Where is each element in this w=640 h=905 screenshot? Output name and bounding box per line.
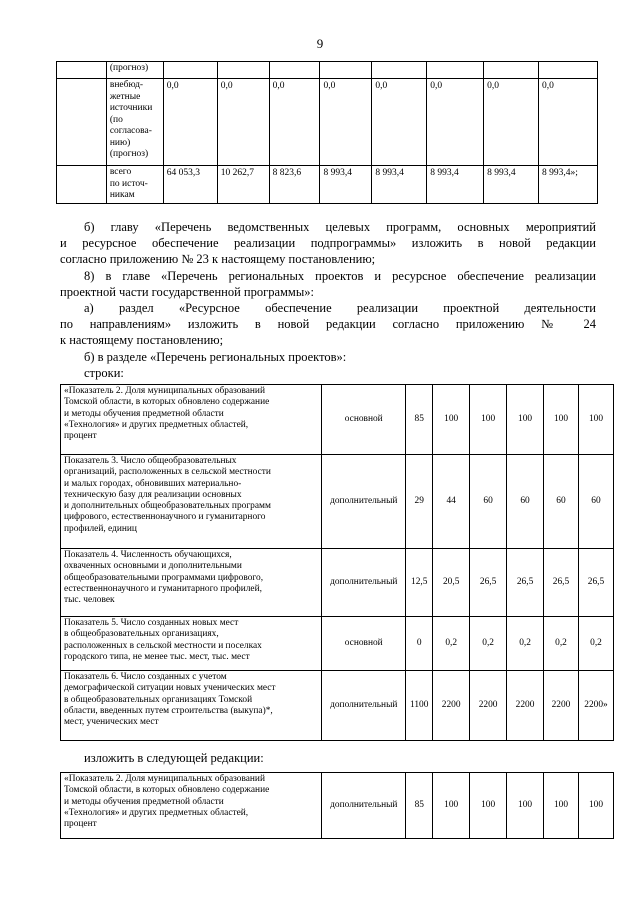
label-line: расположенных в сельской местности и поселках — [64, 640, 262, 651]
label-line: общеобразовательными программами цифрового, — [64, 572, 264, 583]
value-cell: 100 — [578, 773, 613, 839]
row-label — [106, 79, 163, 166]
indicator-label — [61, 549, 322, 617]
value-cell: 100 — [544, 773, 579, 839]
value-cell: 8 823,6 — [269, 166, 320, 204]
value-cell: 60 — [470, 455, 507, 549]
label-line: профилей, единиц — [64, 523, 137, 534]
table-row — [61, 617, 614, 671]
label-line: Показатель 5. Число созданных новых мест — [64, 618, 239, 628]
value-cell: 100 — [507, 773, 544, 839]
empty-cell — [57, 166, 107, 204]
value-cell: 12,5 — [406, 549, 433, 617]
label-line: «Технология» и других предметных областей, — [64, 419, 249, 430]
value-cell: 0,0 — [484, 79, 539, 166]
row-label — [106, 62, 163, 79]
label-line: (по — [109, 114, 123, 125]
value-cell: 100 — [470, 773, 507, 839]
row-label — [106, 166, 163, 204]
indicator-type: дополнительный — [322, 773, 406, 839]
funding-table — [56, 61, 598, 204]
table-row — [57, 166, 598, 204]
label-line: источники — [109, 103, 153, 113]
indicators-table-old — [60, 384, 614, 741]
value-cell: 26,5 — [470, 549, 507, 617]
text-line: к настоящему постановлению; — [60, 333, 224, 347]
value-cell: 0,0 — [427, 79, 484, 166]
indicator-type: дополнительный — [322, 549, 406, 617]
value-cell: 0,0 — [163, 79, 217, 166]
value-cell: 85 — [406, 773, 433, 839]
label-line: (прогноз) — [109, 149, 149, 159]
label-line: Показатель 4. Численность обучающихся, — [64, 550, 232, 560]
value-cell: 2200» — [578, 671, 613, 741]
paragraph-a-section — [60, 300, 596, 332]
label-line: Томской области, в которых обновлено содержание — [64, 785, 270, 796]
indicators-table-new — [60, 772, 614, 839]
value-cell: 10 262,7 — [217, 166, 269, 204]
label-line: «Показатель 2. Доля муниципальных образований — [64, 774, 265, 784]
value-cell: 0,2 — [470, 617, 507, 671]
label-line: всего — [109, 167, 132, 177]
label-line: (прогноз) — [109, 63, 149, 73]
value-cell — [372, 62, 427, 79]
value-cell — [269, 62, 320, 79]
value-cell: 100 — [578, 385, 613, 455]
paragraph-rows: строки: — [84, 366, 124, 380]
value-cell — [484, 62, 539, 79]
label-line: никам — [109, 190, 135, 200]
paragraph-8 — [60, 268, 596, 284]
paragraph-new-edition: изложить в следующей редакции: — [84, 751, 264, 765]
paragraph-a-section-end — [60, 332, 596, 348]
value-cell: 64 053,3 — [163, 166, 217, 204]
label-line: охваченных основными и дополнительными — [64, 561, 242, 572]
value-cell — [427, 62, 484, 79]
label-line: по источ- — [109, 178, 148, 189]
text-line: проектной части государственной программы»: — [60, 285, 314, 299]
value-cell: 2200 — [507, 671, 544, 741]
paragraph-8-end — [60, 284, 596, 300]
value-cell: 2200 — [470, 671, 507, 741]
table-row — [61, 671, 614, 741]
label-line: тыс. человек — [64, 595, 115, 606]
value-cell: 0,0 — [269, 79, 320, 166]
value-cell: 8 993,4»; — [539, 166, 598, 204]
value-cell — [163, 62, 217, 79]
text-line: согласно приложению № 23 к настоящему постановлению; — [60, 252, 376, 266]
value-cell: 8 993,4 — [427, 166, 484, 204]
label-line: Показатель 3. Число общеобразовательных — [64, 456, 237, 466]
label-line: мест, ученических мест — [64, 717, 159, 728]
value-cell — [320, 62, 372, 79]
value-cell: 26,5 — [507, 549, 544, 617]
value-cell: 0,2 — [433, 617, 470, 671]
value-cell: 29 — [406, 455, 433, 549]
text-line: а) раздел «Ресурсное обеспечение реализации проектной деятельности — [84, 301, 596, 315]
value-cell: 100 — [544, 385, 579, 455]
label-line: демографической ситуации новых ученических мест — [64, 683, 276, 694]
table-row — [61, 385, 614, 455]
label-line: Показатель 6. Число созданных с учетом — [64, 672, 227, 682]
label-line: цифрового, естественнонаучного и гуманитарного — [64, 512, 266, 523]
value-cell — [539, 62, 598, 79]
indicator-type: дополнительный — [322, 455, 406, 549]
value-cell: 0,0 — [320, 79, 372, 166]
label-line: Томской области, в которых обновлено содержание — [64, 397, 270, 408]
value-cell: 0,2 — [544, 617, 579, 671]
value-cell: 60 — [507, 455, 544, 549]
label-line: техническую базу для реализации основных — [64, 489, 242, 500]
table-row — [57, 79, 598, 166]
indicator-label — [61, 385, 322, 455]
label-line: нию) — [109, 137, 131, 148]
value-cell: 100 — [433, 773, 470, 839]
label-line: и малых городах, обновивших материально- — [64, 478, 242, 489]
paragraph-b-regional: б) в разделе «Перечень региональных проектов»: — [84, 350, 347, 364]
label-line: и методы обучения предметной области — [64, 796, 224, 807]
label-line: внебюд- — [109, 80, 144, 90]
label-line: и дополнительных общеобразовательных программ — [64, 501, 271, 512]
label-line: в общеобразовательных организациях, — [64, 629, 219, 640]
value-cell: 0,0 — [217, 79, 269, 166]
label-line: естественнонаучного и гуманитарного профилей, — [64, 583, 262, 594]
value-cell: 85 — [406, 385, 433, 455]
indicator-label — [61, 773, 322, 839]
value-cell: 0,2 — [578, 617, 613, 671]
label-line: «Показатель 2. Доля муниципальных образований — [64, 386, 265, 396]
label-line: процент — [64, 819, 97, 830]
value-cell: 20,5 — [433, 549, 470, 617]
table-row — [57, 62, 598, 79]
text-line: и ресурсное обеспечение реализации подпрограммы» изложить в новой редакции — [60, 236, 596, 250]
value-cell: 60 — [578, 455, 613, 549]
page-number: 9 — [316, 36, 324, 51]
label-line: в общеобразовательных организациях Томской — [64, 694, 253, 705]
label-line: жетные — [109, 91, 141, 102]
value-cell: 2200 — [433, 671, 470, 741]
value-cell: 100 — [433, 385, 470, 455]
value-cell: 1100 — [406, 671, 433, 741]
value-cell: 26,5 — [544, 549, 579, 617]
paragraph-b-chapter-end — [60, 251, 596, 267]
indicator-label — [61, 455, 322, 549]
value-cell: 100 — [507, 385, 544, 455]
indicator-label — [61, 671, 322, 741]
value-cell: 8 993,4 — [372, 166, 427, 204]
indicator-type: дополнительный — [322, 671, 406, 741]
text-line: 8) в главе «Перечень региональных проектов и ресурсное обеспечение реализации — [84, 269, 596, 283]
label-line: согласова- — [109, 126, 152, 136]
text-line: б) главу «Перечень ведомственных целевых программ, основных мероприятий — [84, 220, 596, 234]
paragraph-b-chapter — [60, 219, 596, 251]
value-cell: 0,0 — [539, 79, 598, 166]
value-cell: 60 — [544, 455, 579, 549]
text-line: по направлениям» изложить в новой редакции согласно приложению № 24 — [60, 317, 596, 331]
value-cell: 2200 — [544, 671, 579, 741]
indicator-label — [61, 617, 322, 671]
label-line: процент — [64, 431, 97, 442]
label-line: городского типа, не менее тыс. мест, тыс. мест — [64, 651, 250, 662]
value-cell: 44 — [433, 455, 470, 549]
label-line: и методы обучения предметной области — [64, 408, 224, 419]
value-cell: 0,0 — [372, 79, 427, 166]
table-row — [61, 549, 614, 617]
indicator-type: основной — [322, 617, 406, 671]
label-line: «Технология» и других предметных областей, — [64, 807, 249, 818]
label-line: области, введенных путем строительства (выкупа)*, — [64, 705, 273, 716]
value-cell: 100 — [470, 385, 507, 455]
empty-cell — [57, 62, 107, 79]
value-cell — [217, 62, 269, 79]
indicator-type: основной — [322, 385, 406, 455]
value-cell: 26,5 — [578, 549, 613, 617]
empty-cell — [57, 79, 107, 166]
label-line: организаций, расположенных в сельской местности — [64, 467, 271, 478]
table-row — [61, 455, 614, 549]
table-row — [61, 773, 614, 839]
value-cell: 0 — [406, 617, 433, 671]
value-cell: 8 993,4 — [484, 166, 539, 204]
value-cell: 8 993,4 — [320, 166, 372, 204]
value-cell: 0,2 — [507, 617, 544, 671]
